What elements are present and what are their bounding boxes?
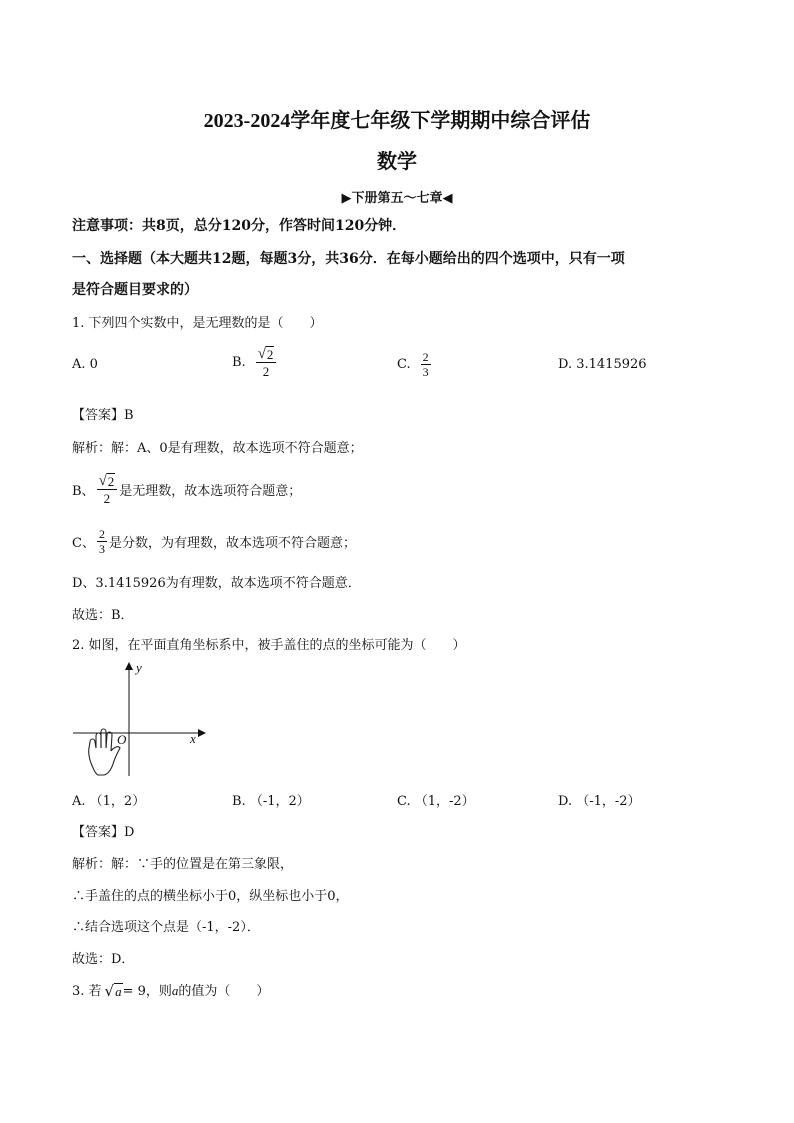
q1-option-a: A. 0 — [72, 357, 98, 372]
q3-radicand: a — [115, 984, 122, 999]
q1-exp3-fraction — [97, 527, 107, 556]
q1-choose: 故选：B． — [72, 608, 134, 623]
section-heading-line1: 一、选择题（本大题共12题，每题3分，共36分．在每小题给出的四个选项中，只有一项 — [72, 251, 625, 267]
q3-suffix: 的值为（ ） — [178, 984, 270, 999]
axis-x-label: x — [190, 731, 196, 746]
q1-exp2-numerator: 2 — [107, 474, 115, 489]
q3-prefix: 3. 若 — [72, 984, 102, 999]
q2-option-a: A. （1，2） — [72, 794, 146, 809]
q1-exp3-suffix: 是分数，为有理数，故本选项不符合题意； — [108, 536, 356, 551]
x-axis-arrow — [198, 729, 206, 737]
origin-label: O — [117, 732, 127, 747]
q3-sqrt: √ a — [104, 982, 122, 1000]
q3-equation: = 9，则 — [122, 984, 172, 999]
q1-exp3-prefix: C、 — [72, 536, 95, 551]
q2-explanation-2: ∴手盖住的点的横坐标小于0，纵坐标也小于0， — [72, 889, 349, 904]
q1-option-b-numerator: 2 — [266, 347, 274, 362]
q2-option-d: D. （-1，-2） — [558, 794, 641, 809]
q1-option-d: D. 3.1415926 — [558, 357, 647, 372]
q2-option-b: B. （-1，2） — [232, 794, 310, 809]
q1-option-c-denominator: 3 — [422, 365, 429, 379]
q2-choose: 故选：D． — [72, 952, 135, 967]
q3-variable: a — [171, 983, 179, 998]
q2-answer: 【答案】D — [72, 825, 135, 840]
q1-option-b-fraction: √ 2 2 — [256, 345, 277, 380]
page-title: 2023-2024学年度七年级下学期期中综合评估 — [203, 110, 591, 132]
q2-explanation-3: ∴结合选项这个点是（-1，-2）． — [72, 920, 260, 935]
q1-explanation-1: 解析：解：A、0是有理数，故本选项不符合题意； — [72, 441, 363, 456]
q1-explanation-2 — [72, 472, 301, 507]
q1-option-c-numerator: 2 — [422, 350, 429, 364]
q1-explanation-4: D、3.1415926为有理数，故本选项不符合题意． — [72, 576, 361, 591]
q3-stem — [72, 980, 269, 999]
y-axis-arrow — [125, 662, 133, 670]
axis-y-label: y — [136, 660, 142, 675]
q1-exp2-fraction: √ 2 2 — [97, 472, 118, 507]
section-heading-line2: 是符合题目要求的） — [72, 282, 198, 298]
q1-exp2-suffix: 是无理数，故本选项符合题意； — [119, 484, 302, 499]
scope-subtitle: ▶下册第五～七章◀ — [341, 191, 453, 206]
q1-exp3-denominator: 3 — [98, 542, 105, 556]
q1-option-c-label: C. — [397, 357, 411, 372]
notice: 注意事项：共8页，总分120分，作答时间120分钟． — [72, 218, 407, 234]
q2-coordinate-figure — [68, 658, 208, 780]
q1-option-c-fraction — [421, 350, 431, 379]
q1-option-b-label: B. — [232, 355, 246, 370]
q1-option-b-denominator: 2 — [262, 364, 270, 379]
q1-option-c — [397, 350, 431, 379]
subject-title: 数学 — [377, 151, 417, 173]
q1-answer: 【答案】B — [72, 408, 134, 423]
q2-option-c: C. （1，-2） — [397, 794, 475, 809]
q2-stem: 2. 如图，在平面直角坐标系中，被手盖住的点的坐标可能为（ ） — [72, 638, 466, 653]
q1-exp2-prefix: B、 — [72, 484, 95, 499]
q1-explanation-3 — [72, 527, 356, 556]
q1-exp2-denominator: 2 — [103, 491, 111, 506]
q1-exp3-numerator: 2 — [98, 527, 105, 541]
q2-explanation-1: 解析：解：∵手的位置是在第三象限， — [72, 857, 294, 872]
hand-icon — [89, 729, 120, 775]
q1-option-b — [232, 345, 276, 380]
q1-stem: 1. 下列四个实数中，是无理数的是（ ） — [72, 316, 323, 331]
